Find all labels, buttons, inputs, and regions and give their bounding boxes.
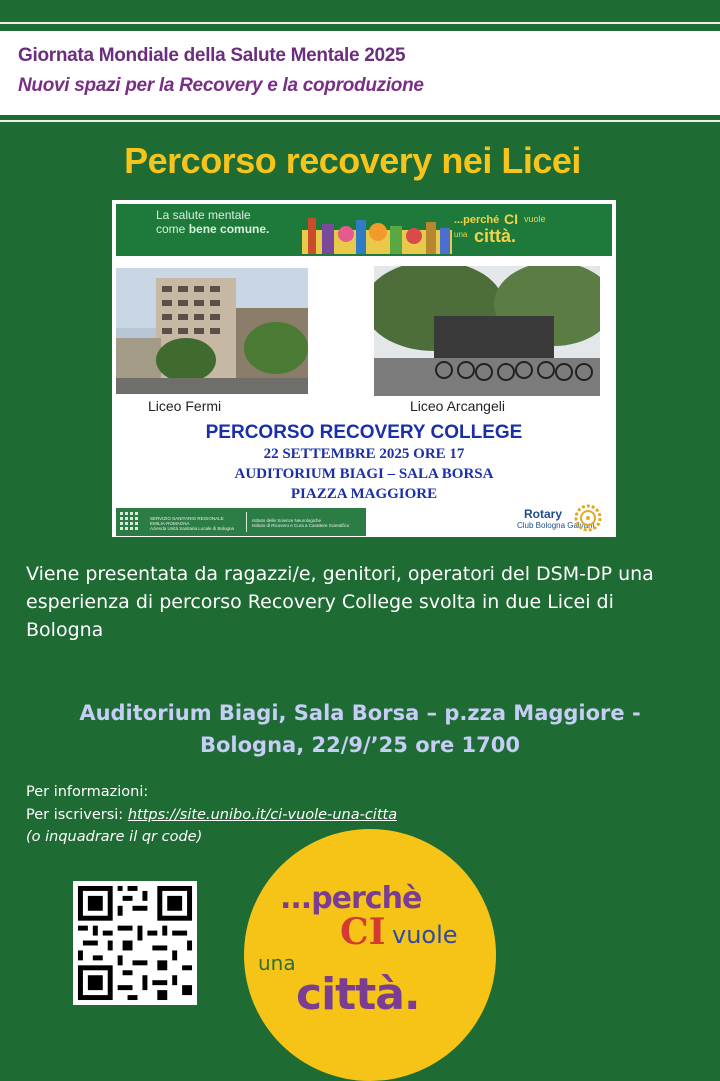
top-divider (0, 22, 720, 24)
banner-logo: ...perché CI vuole una città. (454, 211, 546, 246)
poster-date-line: 22 SETTEMBRE 2025 ORE 17 (263, 446, 465, 462)
header-band (0, 31, 720, 115)
liceo-arcangeli-label: Liceo Arcangeli (410, 398, 505, 414)
poster-venue-line: AUDITORIUM BIAGI – SALA BORSA (234, 466, 494, 482)
header-subtitle: Nuovi spazi per la Recovery e la coproduzione (18, 75, 424, 96)
qr-hint: (o inquadrare il qr code) (26, 829, 203, 845)
liceo-fermi-photo (116, 268, 308, 394)
city-skyline-illustration (302, 208, 452, 254)
liceo-arcangeli-photo (374, 266, 600, 396)
signup-line: Per iscriversi: https://site.unibo.it/ci-vuole-una-citta (26, 807, 398, 823)
event-description: Viene presentata da ragazzi/e, genitori, operatori del DSM-DP una esperienza di percorso Recovery College svolta in due Licei di Bologna (26, 563, 654, 641)
liceo-fermi-label: Liceo Fermi (148, 398, 222, 414)
info-label: Per informazioni: (26, 784, 149, 800)
venue-line1: Auditorium Biagi, Sala Borsa – p.zza Maggiore - (79, 701, 641, 725)
signup-link[interactable]: https://site.unibo.it/ci-vuole-una-citta (127, 807, 398, 823)
qr-code[interactable] (73, 881, 197, 1005)
venue-line2: Bologna, 22/9/’25 ore 1700 (200, 733, 520, 757)
rotary-wheel-icon (574, 504, 602, 532)
qr-code-graphic (73, 881, 197, 1005)
banner-text-line1: La salute mentale (156, 208, 251, 222)
event-poster-image (112, 200, 616, 537)
ssr-logo-icon (120, 512, 144, 532)
bottom-divider (0, 120, 720, 122)
rotary-club-text: Club Bologna Galvani (517, 521, 595, 530)
rotary-logo-text: Rotary (524, 507, 563, 521)
poster-college-title: PERCORSO RECOVERY COLLEGE (205, 422, 523, 443)
poster-banner (112, 200, 616, 264)
page-title: Percorso recovery nei Licei (124, 140, 581, 181)
perche-ci-vuole-una-citta-logo: ...perchè CI vuole una città. (244, 829, 496, 1081)
event-venue (0, 697, 720, 761)
poster-place-line: PIAZZA MAGGIORE (290, 486, 438, 502)
poster-footer-logos: SERVIZIO SANITARIO REGIONALE EMILIA-ROMAGNA Azienda Unità Sanitaria Locale di Bologna Istituto delle Scienze Neurologiche Istituto di Ricovero e Cura a Carattere Scientifico (116, 508, 366, 536)
header-title: Giornata Mondiale della Salute Mentale 2025 (18, 45, 406, 66)
banner-text-line2: come bene comune. (156, 222, 270, 236)
